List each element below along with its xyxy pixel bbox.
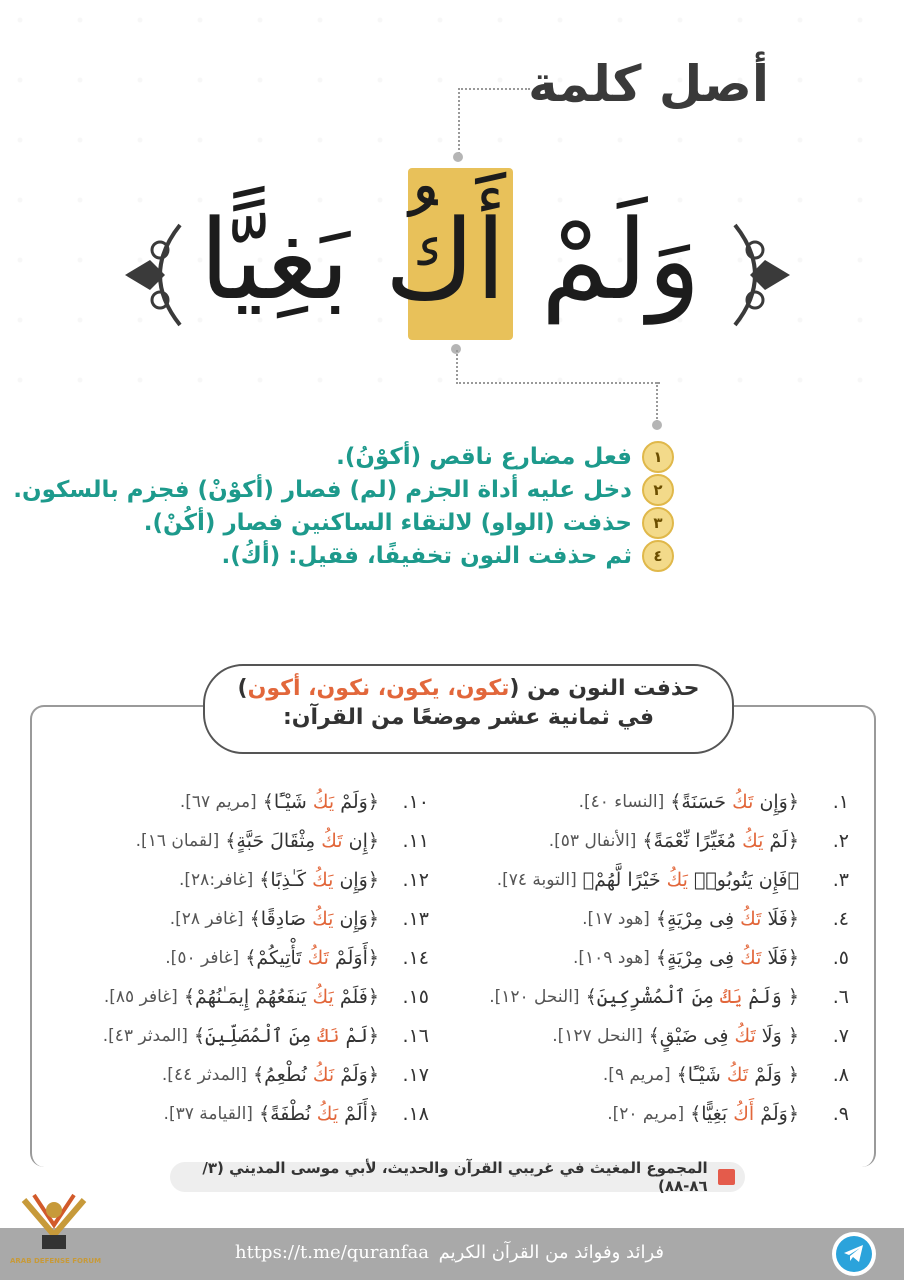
verse-text: [583, 869, 799, 891]
step-text: حذفت (الواو) لالتقاء الساكنين فصار (أكُنْ).: [143, 509, 632, 536]
verse-highlight: يَكُ: [742, 829, 764, 852]
verse-row: [489, 1094, 849, 1133]
verse-post: حَسَنَةً﴾: [670, 790, 733, 813]
step-text: ثم حذفت النون تخفيفًا، فقيل: (أكُ).: [221, 542, 632, 569]
verse-post: مِثْقَالَ حَبَّةٍ﴾: [225, 829, 322, 852]
verse-source: [مريم ٢٠].: [607, 1103, 685, 1124]
verse-pre: ﴿وَلَمْ: [334, 790, 379, 813]
verse-source: [غافر ٨٥].: [103, 986, 178, 1007]
verse-text: [225, 830, 379, 852]
verse-text: [250, 908, 379, 930]
verse-pre: ﴿أَلَمْ: [338, 1102, 379, 1125]
verse-row: [489, 977, 849, 1016]
verse-row: [103, 1016, 429, 1055]
verse-highlight: تَكُ: [321, 829, 343, 852]
verse-source: [غافر ٥٠].: [165, 947, 240, 968]
telegram-icon[interactable]: [832, 1232, 876, 1276]
verses-column-right: [489, 782, 849, 1133]
verse-text: [259, 1103, 379, 1125]
verse-pre: ﴿وَلَمْ: [334, 1063, 379, 1086]
channel-name: فرائد وفوائد من القرآن الكريم: [438, 1242, 664, 1263]
verse-row: [103, 977, 429, 1016]
verse-post: يَنفَعُهُمْ إِيمَـٰنُهُمْ﴾: [183, 985, 313, 1008]
verse-number: ٣.: [832, 868, 849, 891]
verse-row: [489, 1055, 849, 1094]
verse-source: [مريم ٦٧].: [179, 791, 257, 812]
verse-pre: ﴿فَلَمْ: [333, 985, 379, 1008]
verse-number: ١٥.: [402, 985, 429, 1008]
verse-pre: ﴿ وَلَمْ: [748, 1063, 799, 1086]
verse-source: [القيامة ٣٧].: [163, 1103, 253, 1124]
verse-number: ١٢.: [402, 868, 429, 891]
verse-number: ١.: [832, 790, 849, 813]
step-item: [13, 473, 674, 506]
verse-source: [النحل ١٢٠].: [489, 986, 580, 1007]
verse-pre: ﴿وَإِن: [753, 790, 799, 813]
verse-text: [656, 908, 799, 930]
verse-highlight: تَكُ: [726, 1063, 749, 1086]
verse-highlight: يَكُ: [720, 985, 743, 1008]
channel-link[interactable]: https://t.me/quranfaa: [235, 1242, 429, 1263]
verse-number: ١١.: [402, 829, 429, 852]
verse-source: [الأنفال ٥٣].: [548, 830, 637, 851]
verse-pre: ﴿فَلَا: [761, 907, 799, 930]
verse-row: [489, 1016, 849, 1055]
verse-pre: ﴿ وَلَا: [755, 1024, 799, 1047]
verse-text: [184, 986, 379, 1008]
verse-source: [لقمان ١٦].: [135, 830, 220, 851]
section-heading: [203, 664, 734, 754]
verse-highlight: تَكُ: [732, 790, 754, 813]
verse-highlight: يَكُ: [666, 868, 688, 891]
verse-text: [263, 791, 379, 813]
verse-post: خَيْرًا لَّهُمْ﴾: [582, 868, 667, 891]
verse-pre: ﴿إِن: [342, 829, 379, 852]
reference-text: المجموع المغيث في غريبي القرآن والحديث، لأبي موسى المديني (٣/ ٨٦-٨٨): [202, 1159, 708, 1195]
connector-line: [656, 382, 660, 422]
logo-text: ARAB DEFENSE FORUM: [10, 1257, 102, 1265]
verse-row: [103, 782, 429, 821]
verse-pre: ﴿وَلَمْ: [754, 1102, 799, 1125]
verse-number: ٦.: [832, 985, 849, 1008]
verse-post: كَـٰذِبًا﴾: [259, 868, 313, 891]
left-ornament-icon: [120, 220, 190, 330]
heading-words: تكون، يكون، نكون، أكون: [247, 676, 510, 701]
connector-dot: [453, 152, 463, 162]
step-item: [13, 440, 674, 473]
verse-highlight: تَكُ: [734, 1024, 756, 1047]
verse-number: ٤.: [832, 907, 849, 930]
verse-highlight: تَكُ: [307, 946, 329, 969]
verses-column-left: [103, 782, 429, 1133]
verse-highlight: نَكُ: [312, 1063, 335, 1086]
verse-number: ٨.: [832, 1063, 849, 1086]
heading-line-1: [205, 676, 732, 701]
verse-pre: ﴿وَإِن: [333, 868, 379, 891]
verse-post: صَادِقًا﴾: [249, 907, 313, 930]
verse-post: شَيْـًٔا﴾: [262, 790, 313, 813]
verse-highlight: يَكُ: [312, 868, 334, 891]
verse-text: [642, 830, 799, 852]
verse-row: [103, 821, 429, 860]
featured-verse: وَلَمْ أَكُ بَغِيًّا: [199, 196, 701, 324]
verse-number: ٧.: [832, 1024, 849, 1047]
verse-highlight: يَكُ: [312, 907, 334, 930]
verse-row: [103, 1055, 429, 1094]
verse-source: [هود ١٧].: [582, 908, 650, 929]
verse-text: [649, 1025, 799, 1047]
verse-number: ١٠.: [402, 790, 429, 813]
verse-highlight: نَكُ: [317, 1024, 340, 1047]
verse-number: ١٣.: [402, 907, 429, 930]
verse-post: مُغَيِّرًا نِّعْمَةً﴾: [642, 829, 743, 852]
verse-row: [103, 1094, 429, 1133]
verse-pre: ﴿وَإِن: [333, 907, 379, 930]
verse-number: ٥.: [832, 946, 849, 969]
verse-source: [التوبة ٧٤].: [496, 869, 577, 890]
step-text: فعل مضارع ناقص (أكوْنُ).: [336, 443, 632, 470]
verse-highlight: تَكُ: [740, 946, 762, 969]
step-item: [13, 506, 674, 539]
verse-row: [103, 899, 429, 938]
book-icon: [718, 1169, 735, 1185]
heading-suffix: ): [237, 676, 248, 701]
verse-source: [غافر ٢٨].: [169, 908, 244, 929]
verse-text: [194, 1025, 379, 1047]
verse-source: [غافر:٢٨].: [179, 869, 254, 890]
steps-list: [13, 440, 674, 572]
verse-pre: ﴿فَلَا: [761, 946, 799, 969]
verse-row: [103, 860, 429, 899]
verse-number: ٩.: [832, 1102, 849, 1125]
step-item: [13, 539, 674, 572]
verse-post: تَأْتِيكُمْ﴾: [245, 946, 308, 969]
verse-pre: ﴿فَإِن يَتُوبُوا۟: [687, 868, 799, 891]
heading-prefix: حذفت النون من (: [509, 676, 700, 701]
verse-post: مِنَ ٱلْمُصَلِّينَ﴾: [193, 1024, 318, 1047]
verse-source: [النحل ١٢٧].: [552, 1025, 643, 1046]
verse-highlight: يَكُ: [312, 985, 334, 1008]
verse-source: [هود ١٠٩].: [573, 947, 650, 968]
verse-row: [103, 938, 429, 977]
verse-post: شَيْـًٔا﴾: [676, 1063, 727, 1086]
verse-post: نُطْعِمُ﴾: [253, 1063, 313, 1086]
verse-pre: ﴿لَمْ: [339, 1024, 379, 1047]
right-ornament-icon: [725, 220, 795, 330]
verse-text: [253, 1064, 379, 1086]
verse-number: ١٦.: [402, 1024, 429, 1047]
page-title: أصل كلمة: [528, 55, 769, 113]
verse-highlight: يَكُ: [316, 1102, 339, 1125]
verse-text: [586, 986, 799, 1008]
verse-post: مِنَ ٱلْمُشْرِكِينَ﴾: [585, 985, 721, 1008]
verse-post: بَغِيًّا﴾: [690, 1102, 734, 1125]
verse-highlight: أَكُ: [733, 1102, 755, 1125]
verse-row: [489, 782, 849, 821]
verse-post: فِى ضَيْقٍ﴾: [648, 1024, 735, 1047]
verse-text: [656, 947, 799, 969]
verse-pre: ﴿ وَلَمْ: [742, 985, 799, 1008]
verse-number: ١٨.: [402, 1102, 429, 1125]
verse-source: [مريم ٩].: [602, 1064, 671, 1085]
verse-row: [489, 821, 849, 860]
verse-post: نُطْفَةً﴾: [258, 1102, 317, 1125]
connector-dot: [652, 420, 662, 430]
verse-source: [المدثر ٤٤].: [161, 1064, 248, 1085]
connector-line: [456, 350, 660, 384]
verse-number: ١٧.: [402, 1063, 429, 1086]
step-number: ١: [642, 441, 674, 473]
verse-row: [489, 860, 849, 899]
verse-text: [677, 1064, 799, 1086]
step-number: ٤: [642, 540, 674, 572]
verse-pre: ﴿أَوَلَمْ: [328, 946, 379, 969]
verse-row: [489, 899, 849, 938]
step-number: ٢: [642, 474, 674, 506]
verse-number: ١٤.: [402, 946, 429, 969]
verse-text: [245, 947, 379, 969]
verse-source: [النساء ٤٠].: [578, 791, 665, 812]
connector-line: [458, 88, 530, 158]
step-text: دخل عليه أداة الجزم (لم) فصار (أكوْنْ) فجزم بالسكون.: [13, 476, 632, 503]
verse-text: [259, 869, 379, 891]
verse-post: فِى مِرْيَةٍ﴾: [655, 907, 741, 930]
verse-text: [690, 1103, 799, 1125]
verse-row: [489, 938, 849, 977]
step-number: ٣: [642, 507, 674, 539]
footer: [0, 1228, 904, 1280]
verse-post: فِى مِرْيَةٍ﴾: [655, 946, 741, 969]
reference-bar: [170, 1159, 745, 1195]
heading-line-2: في ثمانية عشر موضعًا من القرآن:: [282, 705, 655, 730]
verse-highlight: تَكُ: [740, 907, 762, 930]
verse-number: ٢.: [832, 829, 849, 852]
verse-highlight: يَكُ: [312, 790, 335, 813]
verse-source: [المدثر ٤٣].: [102, 1025, 188, 1046]
verse-pre: ﴿لَمْ: [763, 829, 799, 852]
verse-text: [670, 791, 799, 813]
